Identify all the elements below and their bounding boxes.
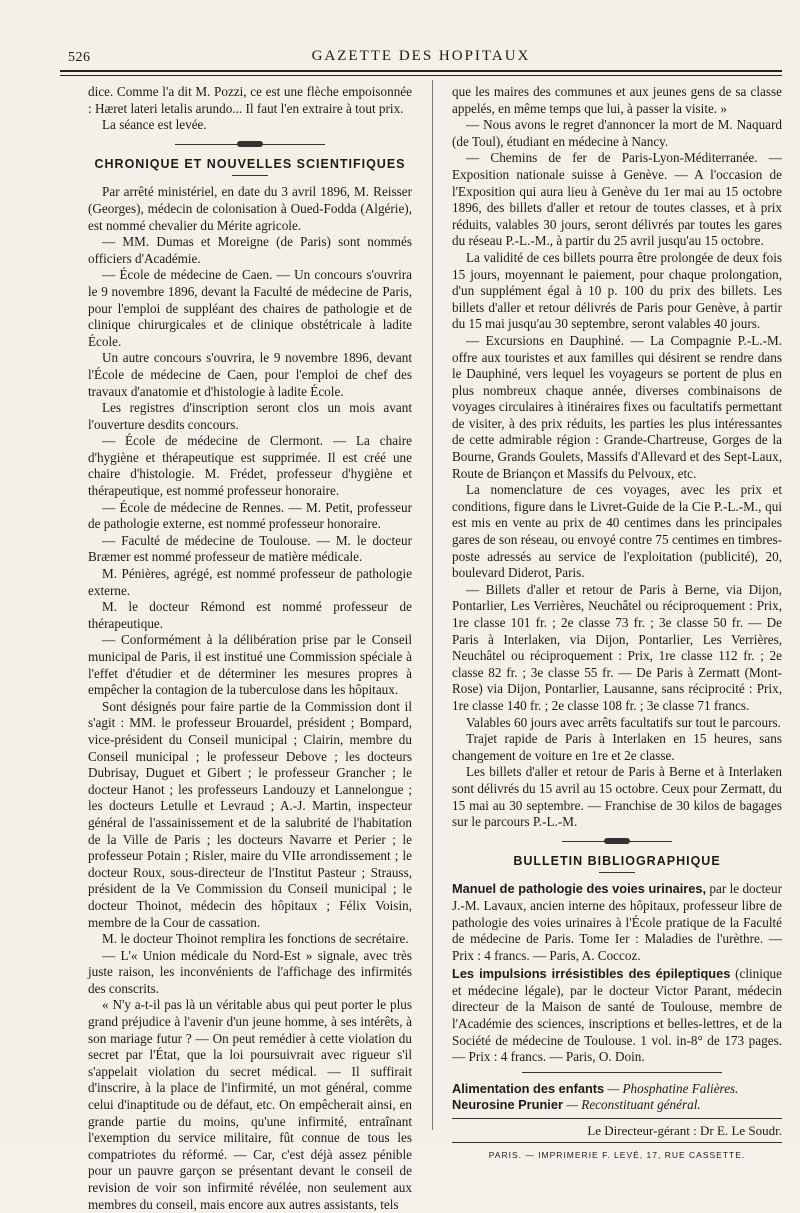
ad-line: Alimentation des enfants — Phosphatine Falières.: [452, 1080, 739, 1096]
header-rule-thin: [60, 75, 782, 76]
news-paragraph: — École de médecine de Caen. — Un concours s'ouvrira le 9 novembre 1896, devant la Faculté de médecine de Paris, pour l'emploi de suppléant des chaires de pathologie et de clinique chirurgicales et de clinique obstétricale à ladite École.: [88, 267, 412, 349]
news-paragraph: — Faculté de médecine de Toulouse. — M. le docteur Bræmer est nommé professeur de matière médicale.: [88, 532, 412, 565]
news-paragraph: Les billets d'aller et retour de Paris à Berne et à Interlaken sont délivrés du 15 avril au 15 octobre. Ceux pour Zermatt, du 15 mai au 30 septembre. — Franchise de 30 kilos de bagages sur le parcours P.-L.-M.: [452, 764, 782, 830]
news-paragraph: — Conformément à la délibération prise par le Conseil municipal de Paris, il est institué une Commission spéciale à l'effet d'étudier et de déterminer les mesures propres à empêcher la contagion de la tuberculose dans les hôpitaux.: [88, 632, 412, 698]
news-paragraph: La validité de ces billets pourra être prolongée de deux fois 15 jours, moyennant le paiement, pour chaque prolongation, d'un supplément égal à 10 p. 100 du prix des billets. Les billets d'aller et retour délivrés de Paris pour Genève, à partir du 15 mai jusqu'au 30 septembre, seront valables 40 jours.: [452, 249, 782, 332]
news-paragraph: M. le docteur Rémond est nommé professeur de thérapeutique.: [88, 599, 412, 631]
intro-paragraph: dice. Comme l'a dit M. Pozzi, ce est une flèche empoisonnée : Hæret lateri letalis arundo... Il faut l'en extraire à tout prix.: [88, 84, 412, 116]
intro-paragraph: La séance est levée.: [102, 117, 207, 133]
news-paragraph: — École de médecine de Clermont. — La chaire d'hygiène et thérapeutique est supprimée. Il est créé une chaire d'histologie. M. Frédet, professeur d'hygiène et thérapeutique, est nommé professeur honoraire.: [88, 433, 412, 499]
news-paragraph: — École de médecine de Rennes. — M. Petit, professeur de pathologie externe, est nommé professeur honoraire.: [88, 499, 412, 532]
news-paragraph: « N'y a-t-il pas là un véritable abus qui peut porter le plus grand préjudice à l'avenir d'un jeune homme, à ses intérêts, à son mariage futur ? — On peut remédier à cette violation du secret par l'État, que la loi poursuivrait avec rigueur s'il s'appelait violation du secret médical. — Il suffirait d'inscrire, à la place de l'infirmité, un mot général, comme celui d'inaptitude ou de défaut, etc. On empêcherait ainsi, en grande partie du moins, qu'une infirmité, entraînant l'exemption du service militaire, fût connue de tous les compatriotes du réformé. — Car, c'est déjà assez pénible pour un pauvre garçon se présentant devant le conseil de revision de voir son infirmité révélée, non seulement aux membres du conseil, mais encore aux autres assistants, tels: [88, 997, 412, 1212]
news-paragraph: — Excursions en Dauphiné. — La Compagnie P.-L.-M. offre aux touristes et aux familles qui désirent se rendre dans le Dauphiné, vers lequel les voyageurs se portent de plus en plus nombreux chaque année, diverses combinaisons de voyages circulaires à itinéraires fixes ou facultatifs permettant de visiter, à des prix réduits, les parties les plus intéressantes de cette admirable région : Grande-Chartreuse, Gorges de la Bourne, Grands Goulets, Massifs d'Allevard et des Sept-Laux, Route de Briançon et Massifs du Pelvoux, etc.: [452, 332, 782, 481]
news-paragraph: — MM. Dumas et Moreigne (de Paris) sont nommés officiers d'Académie.: [88, 234, 412, 266]
divider: [522, 1072, 722, 1073]
news-paragraph: Sont désignés pour faire partie de la Commission dont il s'agit : MM. le professeur Brouardel, président ; Bompard, vice-président du Conseil municipal ; Clairin, membre du Conseil municipal ; le professeur Debove ; les docteurs Dubrisay, Duguet et Gibert ; le professeur Grancher ; le docteur Hanot ; les professeurs Landouzy et Lannelongue ; les docteurs Letulle et Levraud ; A.-J. Martin, inspecteur général de l'assainissement et de la salubrité de l'habitation de la Ville de Paris ; les docteurs Navarre et Perier ; le professeur Potain ; Risler, maire du VIIe arrondissement ; le docteur Roux, sous-directeur de l'Institut Pasteur ; Strauss, président de la Ve Commission du Conseil municipal ; le docteur Thoinot, médecin des hôpitaux ; Félix Voisin, membre de la Cour de cassation.: [88, 698, 412, 930]
separator-ornament: [562, 837, 672, 845]
news-paragraph: Les registres d'inscription seront clos un mois avant l'ouverture desdits concours.: [88, 400, 412, 432]
news-paragraph: Par arrêté ministériel, en date du 3 avril 1896, M. Reisser (Georges), médecin de colonisation à Oued-Fodda (Algérie), est nommé chevalier du Mérite agricole.: [88, 184, 412, 233]
journal-title: GAZETTE DES HOPITAUX: [311, 48, 531, 64]
biblio-entry: Les impulsions irrésistibles des épileptiques (clinique et médecine légale), par le docteur Victor Parant, médecin directeur de la Maison de santé de Toulouse, membre de l'Académie des sciences, inscriptions et belles-lettres, et de la Société de médecine de Toulouse. 1 vol. in-8° de 173 pages. — Prix : 4 francs. — Paris, O. Doin.: [452, 966, 782, 1065]
news-paragraph: M. le docteur Thoinot remplira les fonctions de secrétaire.: [102, 931, 409, 947]
right-column: [452, 84, 782, 1163]
column-divider: [432, 80, 433, 1130]
news-paragraph: — Chemins de fer de Paris-Lyon-Méditerranée. — Exposition nationale suisse à Genève. — A l'occasion de l'Exposition qui aura lieu à Genève du 1er mai au 15 octobre 1896, des billets d'aller et retour de toutes classes, et à prix réduits, valables 30 jours, seront délivrés par toutes les gares du réseau P.-L.-M., à partir du 25 avril jusqu'au 15 octobre.: [452, 150, 782, 249]
header-rule: [60, 70, 782, 72]
divider: [452, 1142, 782, 1143]
news-paragraph: Trajet rapide de Paris à Interlaken en 15 heures, sans changement de voiture en 1re et 2e classe.: [452, 731, 782, 763]
left-column: [88, 84, 412, 1213]
news-paragraph: M. Pénières, agrégé, est nommé professeur de pathologie externe.: [88, 566, 412, 598]
news-paragraph: — Billets d'aller et retour de Paris à Berne, via Dijon, Pontarlier, Les Verrières, Neuchâtel ou réciproquement : Prix, 1re classe 101 fr. ; 2e classe 73 fr. ; 3e classe 50 fr. — De Paris à Interlaken, via Dijon, Pontarlier, Les Verrières, Neuchâtel ou réciproquement : Prix, 1re classe 112 fr. ; 2e classe 82 fr. ; 3e classe 55 fr. — De Paris à Zermatt (Mont-Rose) via Dijon, Pontarlier, Lausanne, sans réciprocité : Prix, 1re classe 140 fr. ; 2e classe 108 fr. ; 3e classe 71 francs.: [452, 581, 782, 713]
director-signature: Le Directeur-gérant : Dr E. Le Soudr.: [587, 1123, 782, 1139]
page-header: [62, 44, 780, 70]
news-paragraph: — L'« Union médicale du Nord-Est » signale, avec très juste raison, les inconvénients de l'affichage des infirmités des conscrits.: [88, 947, 412, 996]
section-title-bulletin: BULLETIN BIBLIOGRAPHIQUE: [513, 853, 721, 868]
section-title-chronique: CHRONIQUE ET NOUVELLES SCIENTIFIQUES: [94, 156, 406, 171]
news-paragraph: que les maires des communes et aux jeunes gens de sa classe appelés, en même temps que lui, à passer la visite. »: [452, 84, 782, 116]
biblio-entry: Manuel de pathologie des voies urinaires, par le docteur J.-M. Lavaux, ancien interne des hôpitaux, professeur libre de pathologie des voies urinaires à l'École pratique de la Faculté de médecine de Paris. Tome Ier : Maladies de l'urèthre. — Prix : 4 francs. — Paris, A. Coccoz.: [452, 881, 782, 963]
divider: [452, 1118, 782, 1119]
news-paragraph: — Nous avons le regret d'annoncer la mort de M. Naquard (de Toul), étudiant en médecine à Nancy.: [452, 117, 782, 149]
separator-ornament: [175, 140, 325, 148]
section-underline: [599, 872, 635, 873]
section-underline: [232, 175, 268, 176]
ad-line: Neurosine Prunier — Reconstituant général.: [452, 1097, 701, 1113]
page-number: 526: [68, 50, 91, 65]
news-paragraph: La nomenclature de ces voyages, avec les prix et conditions, figure dans le Livret-Guide de la Cie P.-L.-M., qui est mis en vente au prix de 40 centimes dans les principales gares de son réseau, ou envoyé contre 75 centimes en timbres-poste adressés au service de l'exploitation (publicité), 20, boulevard Diderot, Paris.: [452, 482, 782, 581]
news-paragraph: Un autre concours s'ouvrira, le 9 novembre 1896, devant l'École de médecine de Caen, pour l'emploi de chef des travaux d'anatomie et d'histologie à ladite École.: [88, 350, 412, 399]
printer-line: PARIS. — IMPRIMERIE F. LEVÉ, 17, RUE CASSETTE.: [488, 1149, 746, 1160]
news-paragraph: Valables 60 jours avec arrêts facultatifs sur tout le parcours.: [466, 714, 781, 730]
